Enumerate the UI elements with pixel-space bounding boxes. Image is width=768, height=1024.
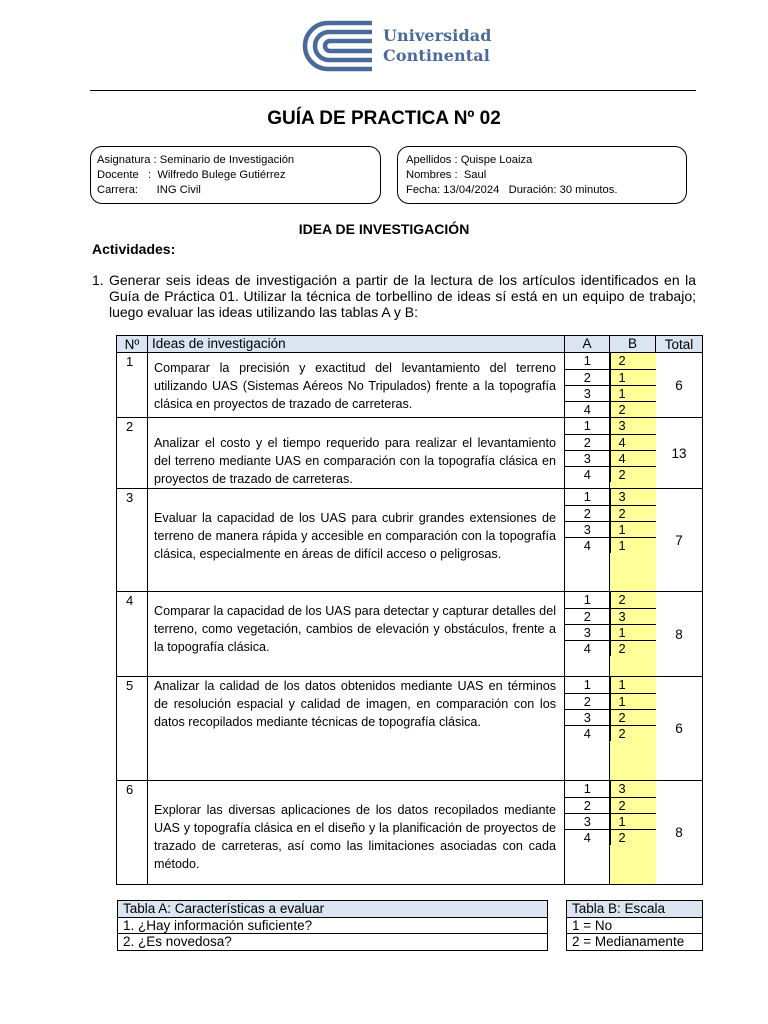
section-title: IDEA DE INVESTIGACIÓN <box>298 221 470 237</box>
score-cell <box>565 353 656 418</box>
score-grid <box>565 677 656 741</box>
score-row <box>565 640 656 656</box>
score-a: 1 <box>565 677 610 693</box>
table-b-header <box>567 901 703 918</box>
score-b: 2 <box>610 829 656 845</box>
idea-total: 13 <box>656 418 703 489</box>
score-cell <box>565 592 656 677</box>
score-grid <box>565 592 656 656</box>
idea-number: 3 <box>117 489 148 592</box>
header-number: Nº <box>117 336 148 353</box>
idea-row <box>117 677 703 781</box>
idea-row <box>117 592 703 677</box>
logo-line-2: Continental <box>383 46 490 65</box>
score-row <box>565 505 656 521</box>
score-row <box>565 829 656 845</box>
activities-label: Actividades: <box>92 241 176 257</box>
table-a-item: 2. ¿Es novedosa? <box>118 934 548 951</box>
score-row <box>565 781 656 797</box>
score-row <box>565 813 656 829</box>
score-a: 3 <box>565 521 610 537</box>
idea-text: Evaluar la capacidad de los UAS para cubrir grandes extensiones de terreno de manera rápida y accesible en comparación con la topografía clásica, especialmente en áreas de difícil acceso o peligrosas. <box>154 511 556 561</box>
table-a-row <box>118 934 548 951</box>
score-row <box>565 521 656 537</box>
ideas-table-header <box>117 336 703 353</box>
score-a: 2 <box>565 434 610 450</box>
score-a: 4 <box>565 640 610 656</box>
score-b: 2 <box>610 709 656 725</box>
instruction-text: Generar seis ideas de investigación a partir de la lectura de los artículos identificados en la Guía de Práctica 01. Utilizar la técnica de torbellino de ideas sí está en un equipo de trabajo; luego evaluar las ideas utilizando las tablas A y B: <box>109 272 696 320</box>
score-row <box>565 537 656 553</box>
table-b-title: Tabla B: Escala <box>567 901 703 918</box>
score-b: 2 <box>610 353 656 369</box>
info-date-duration: Fecha: 13/04/2024 Duración: 30 minutos. <box>406 184 618 196</box>
score-b: 2 <box>610 466 656 482</box>
score-a: 1 <box>565 489 610 505</box>
score-b: 1 <box>610 813 656 829</box>
header-total: Total <box>656 336 703 353</box>
score-b: 2 <box>610 401 656 417</box>
idea-text: Comparar la precisión y exactitud del levantamiento del terreno utilizando UAS (Sistemas Aéreos No Tripulados) frente a la topografía clásica en proyectos de trazado de carreteras. <box>154 361 556 411</box>
score-a: 4 <box>565 466 610 482</box>
score-cell <box>565 677 656 781</box>
score-b: 4 <box>610 450 656 466</box>
idea-row <box>117 489 703 592</box>
idea-row <box>117 353 703 418</box>
table-b-row <box>567 917 703 934</box>
idea-cell <box>148 353 565 418</box>
score-row <box>565 353 656 369</box>
score-a: 2 <box>565 608 610 624</box>
score-row <box>565 693 656 709</box>
table-a-title: Tabla A: Características a evaluar <box>118 901 548 918</box>
idea-row <box>117 781 703 885</box>
idea-text: Comparar la capacidad de los UAS para detectar y capturar detalles del terreno, como vegetación, cambios de elevación y obstáculos, frente a la topografía clásica. <box>154 604 556 654</box>
score-a: 2 <box>565 693 610 709</box>
score-row <box>565 489 656 505</box>
ideas-table <box>116 335 703 885</box>
score-row <box>565 401 656 417</box>
score-a: 4 <box>565 401 610 417</box>
score-a: 2 <box>565 797 610 813</box>
score-row <box>565 385 656 401</box>
score-b: 3 <box>610 418 656 434</box>
score-grid <box>565 418 656 482</box>
score-a: 3 <box>565 450 610 466</box>
score-row <box>565 434 656 450</box>
course-info-box <box>90 146 381 204</box>
score-a: 2 <box>565 505 610 521</box>
info-name: Nombres : Saul <box>406 169 487 181</box>
score-grid <box>565 489 656 553</box>
logo-line-1: Universidad <box>383 26 492 45</box>
score-row <box>565 369 656 385</box>
score-cell <box>565 781 656 885</box>
info-subject: Asignatura : Seminario de Investigación <box>97 154 295 166</box>
idea-text: Analizar el costo y el tiempo requerido para realizar el levantamiento del terreno mediante UAS en comparación con la topografía clásica en proyectos de trazado de carreteras. <box>154 436 556 486</box>
score-b: 3 <box>610 781 656 797</box>
idea-number: 2 <box>117 418 148 489</box>
info-teacher: Docente : Wilfredo Bulege Gutiérrez <box>97 169 286 181</box>
table-a-header <box>118 901 548 918</box>
score-b: 3 <box>610 608 656 624</box>
score-b: 1 <box>610 537 656 553</box>
score-a: 2 <box>565 369 610 385</box>
table-b-item: 1 = No <box>567 917 703 934</box>
score-b: 1 <box>610 677 656 693</box>
idea-total: 6 <box>656 353 703 418</box>
idea-cell <box>148 677 565 781</box>
score-row <box>565 624 656 640</box>
score-b: 2 <box>610 592 656 608</box>
score-row <box>565 608 656 624</box>
score-a: 3 <box>565 385 610 401</box>
score-b: 2 <box>610 797 656 813</box>
university-logo <box>302 20 502 72</box>
header-a: A <box>565 336 610 353</box>
idea-cell <box>148 592 565 677</box>
score-a: 4 <box>565 537 610 553</box>
score-row <box>565 725 656 741</box>
instruction-number: 1. <box>92 272 104 288</box>
table-b <box>566 900 703 951</box>
score-row <box>565 592 656 608</box>
score-a: 1 <box>565 781 610 797</box>
idea-total: 6 <box>656 677 703 781</box>
idea-number: 4 <box>117 592 148 677</box>
idea-number: 5 <box>117 677 148 781</box>
score-grid <box>565 781 656 845</box>
instruction-item <box>92 272 696 320</box>
table-b-item: 2 = Medianamente <box>567 934 703 951</box>
idea-total: 7 <box>656 489 703 592</box>
table-a-item: 1. ¿Hay información suficiente? <box>118 917 548 934</box>
logo-text <box>383 26 492 66</box>
score-a: 1 <box>565 592 610 608</box>
score-row <box>565 797 656 813</box>
score-b: 1 <box>610 385 656 401</box>
idea-total: 8 <box>656 592 703 677</box>
idea-cell <box>148 418 565 489</box>
idea-row <box>117 418 703 489</box>
score-row <box>565 418 656 434</box>
score-b: 1 <box>610 624 656 640</box>
info-surname: Apellidos : Quispe Loaiza <box>406 154 533 166</box>
score-b: 4 <box>610 434 656 450</box>
score-a: 1 <box>565 418 610 434</box>
score-row <box>565 709 656 725</box>
header-ideas: Ideas de investigación <box>148 336 565 353</box>
table-b-row <box>567 934 703 951</box>
student-info-box <box>397 146 687 204</box>
header-divider <box>90 90 696 91</box>
info-career: Carrera: ING Civil <box>97 184 201 196</box>
idea-text: Analizar la calidad de los datos obtenidos mediante UAS en términos de resolución espacial y calidad de imagen, en comparación con los datos recopilados mediante técnicas de topografía clásica. <box>154 679 556 729</box>
idea-number: 1 <box>117 353 148 418</box>
score-a: 3 <box>565 709 610 725</box>
table-a-row <box>118 917 548 934</box>
table-a <box>117 900 548 951</box>
idea-number: 6 <box>117 781 148 885</box>
score-a: 4 <box>565 829 610 845</box>
score-cell <box>565 418 656 489</box>
logo-mark-icon <box>302 20 374 72</box>
score-b: 2 <box>610 640 656 656</box>
score-row <box>565 466 656 482</box>
header-b: B <box>610 336 656 353</box>
score-cell <box>565 489 656 592</box>
idea-cell <box>148 489 565 592</box>
score-a: 1 <box>565 353 610 369</box>
score-b: 3 <box>610 489 656 505</box>
score-b: 2 <box>610 725 656 741</box>
score-row <box>565 450 656 466</box>
score-grid <box>565 353 656 417</box>
score-a: 3 <box>565 813 610 829</box>
score-b: 2 <box>610 505 656 521</box>
score-a: 3 <box>565 624 610 640</box>
score-a: 4 <box>565 725 610 741</box>
score-row <box>565 677 656 693</box>
idea-text: Explorar las diversas aplicaciones de los datos recopilados mediante UAS y topografía clásica en el diseño y la planificación de proyectos de trazado de carreteras, así como las limitaciones asociadas con cada método. <box>154 803 556 871</box>
idea-total: 8 <box>656 781 703 885</box>
page-title: GUÍA DE PRACTICA Nº 02 <box>267 108 501 129</box>
score-b: 1 <box>610 369 656 385</box>
idea-cell <box>148 781 565 885</box>
score-b: 1 <box>610 521 656 537</box>
score-b: 1 <box>610 693 656 709</box>
